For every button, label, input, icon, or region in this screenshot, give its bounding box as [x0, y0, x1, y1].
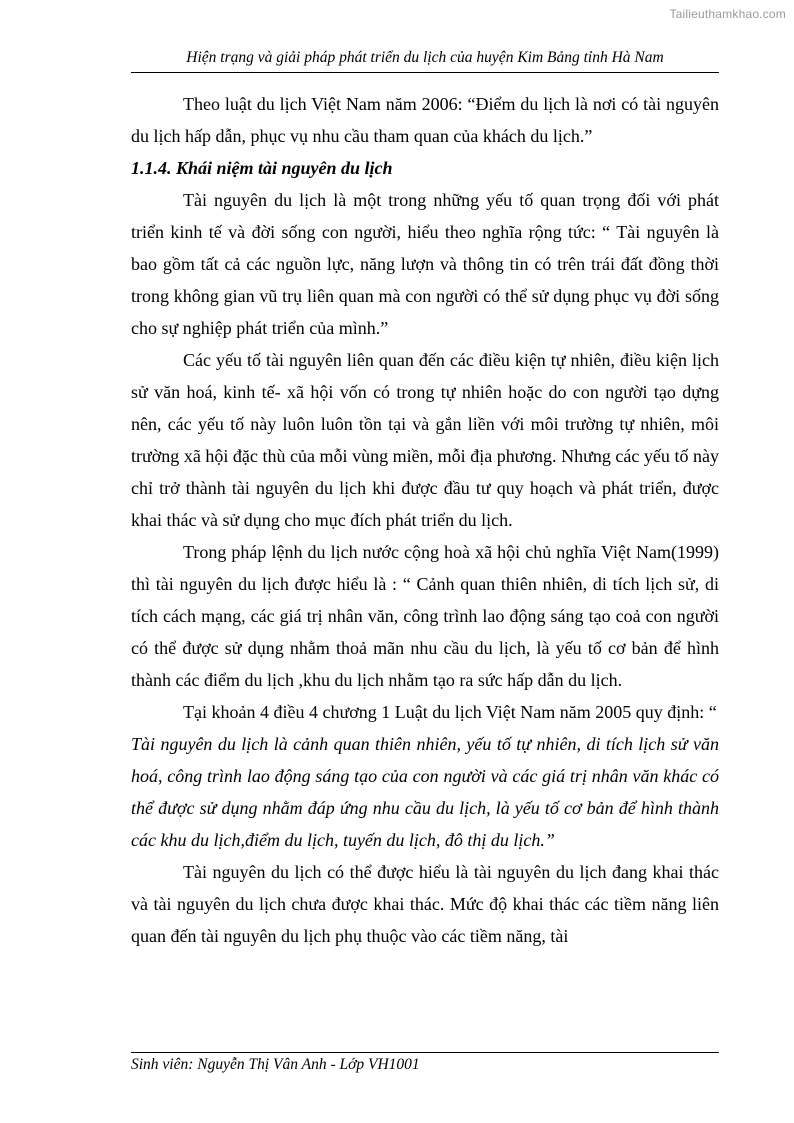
page-footer-author: Sinh viên: Nguyễn Thị Vân Anh - Lớp VH1001 [131, 1056, 420, 1073]
paragraph-ordinance-1999: Trong pháp lệnh du lịch nước cộng hoà xã hội chủ nghĩa Việt Nam(1999) thì tài nguyên du lịch được hiểu là : “ Cảnh quan thiên nhiên, di tích lịch sử, di tích cách mạng, các giá trị nhân văn, công trình lao động sáng tạo coả con người có thể được sử dụng nhằm thoả mãn nhu cầu du lịch, là yếu tố cơ bản để hình thành các điểm du lịch ,khu du lịch nhằm tạo ra sức hấp dẫn du lịch. [131, 542, 719, 690]
paragraph-tourist-point: Theo luật du lịch Việt Nam năm 2006: “Điểm du lịch là nơi có tài nguyên du lịch hấp dẫn, phục vụ nhu cầu tham quan của khách du lịch.” [131, 94, 719, 146]
law-2005-quote: Tài nguyên du lịch là cảnh quan thiên nhiên, yếu tố tự nhiên, di tích lịch sử văn hoá, công trình lao động sáng tạo của con người và các giá trị nhân văn khác có thể được sử dụng nhằm đáp ứng nhu cầu du lịch, là yếu tố cơ bản để hình thành các khu du lịch,điểm du lịch, tuyến du lịch, đô thị du lịch.” [131, 734, 719, 850]
document-body [131, 88, 719, 952]
law-2005-lead: Tại khoản 4 điều 4 chương 1 Luật du lịch Việt Nam năm 2005 quy định: “ [183, 702, 717, 722]
footer-divider [131, 1052, 719, 1053]
paragraph-resource-factors: Các yếu tố tài nguyên liên quan đến các điều kiện tự nhiên, điều kiện lịch sử văn hoá, kinh tế- xã hội vốn có trong tự nhiên hoặc do con người tạo dựng nên, các yếu tố này luôn luôn tồn tại và gắn liền với môi trường tự nhiên, môi trường xã hội đặc thù của mỗi vùng miền, mỗi địa phương. Nhưng các yếu tố này chỉ trở thành tài nguyên du lịch khi được đầu tư quy hoạch và phát triển, được khai thác và sử dụng cho mục đích phát triển du lịch. [131, 350, 719, 530]
section-heading: 1.1.4. Khái niệm tài nguyên du lịch [131, 158, 393, 178]
watermark: Tailieuthamkhao.com [669, 7, 786, 21]
page-header-title: Hiện trạng và giải pháp phát triển du lịch của huyện Kim Bảng tỉnh Hà Nam [186, 49, 664, 66]
header-divider [131, 72, 719, 73]
paragraph-resource-definition: Tài nguyên du lịch là một trong những yếu tố quan trọng đối với phát triển kinh tế và đời sống con người, hiểu theo nghĩa rộng tức: “ Tài nguyên là bao gồm tất cả các nguồn lực, năng lượn và thông tin có trên trái đất đồng thời trong không gian vũ trụ liên quan mà con người có thể sử dụng phục vụ đời sống cho sự nghiệp phát triển của mình.” [131, 190, 719, 338]
paragraph-law-2005 [131, 696, 719, 856]
paragraph-resource-exploitation: Tài nguyên du lịch có thể được hiểu là tài nguyên du lịch đang khai thác và tài nguyên du lịch chưa được khai thác. Mức độ khai thác các tiềm năng liên quan đến tài nguyên du lịch phụ thuộc vào các tiềm năng, tài [131, 862, 719, 946]
